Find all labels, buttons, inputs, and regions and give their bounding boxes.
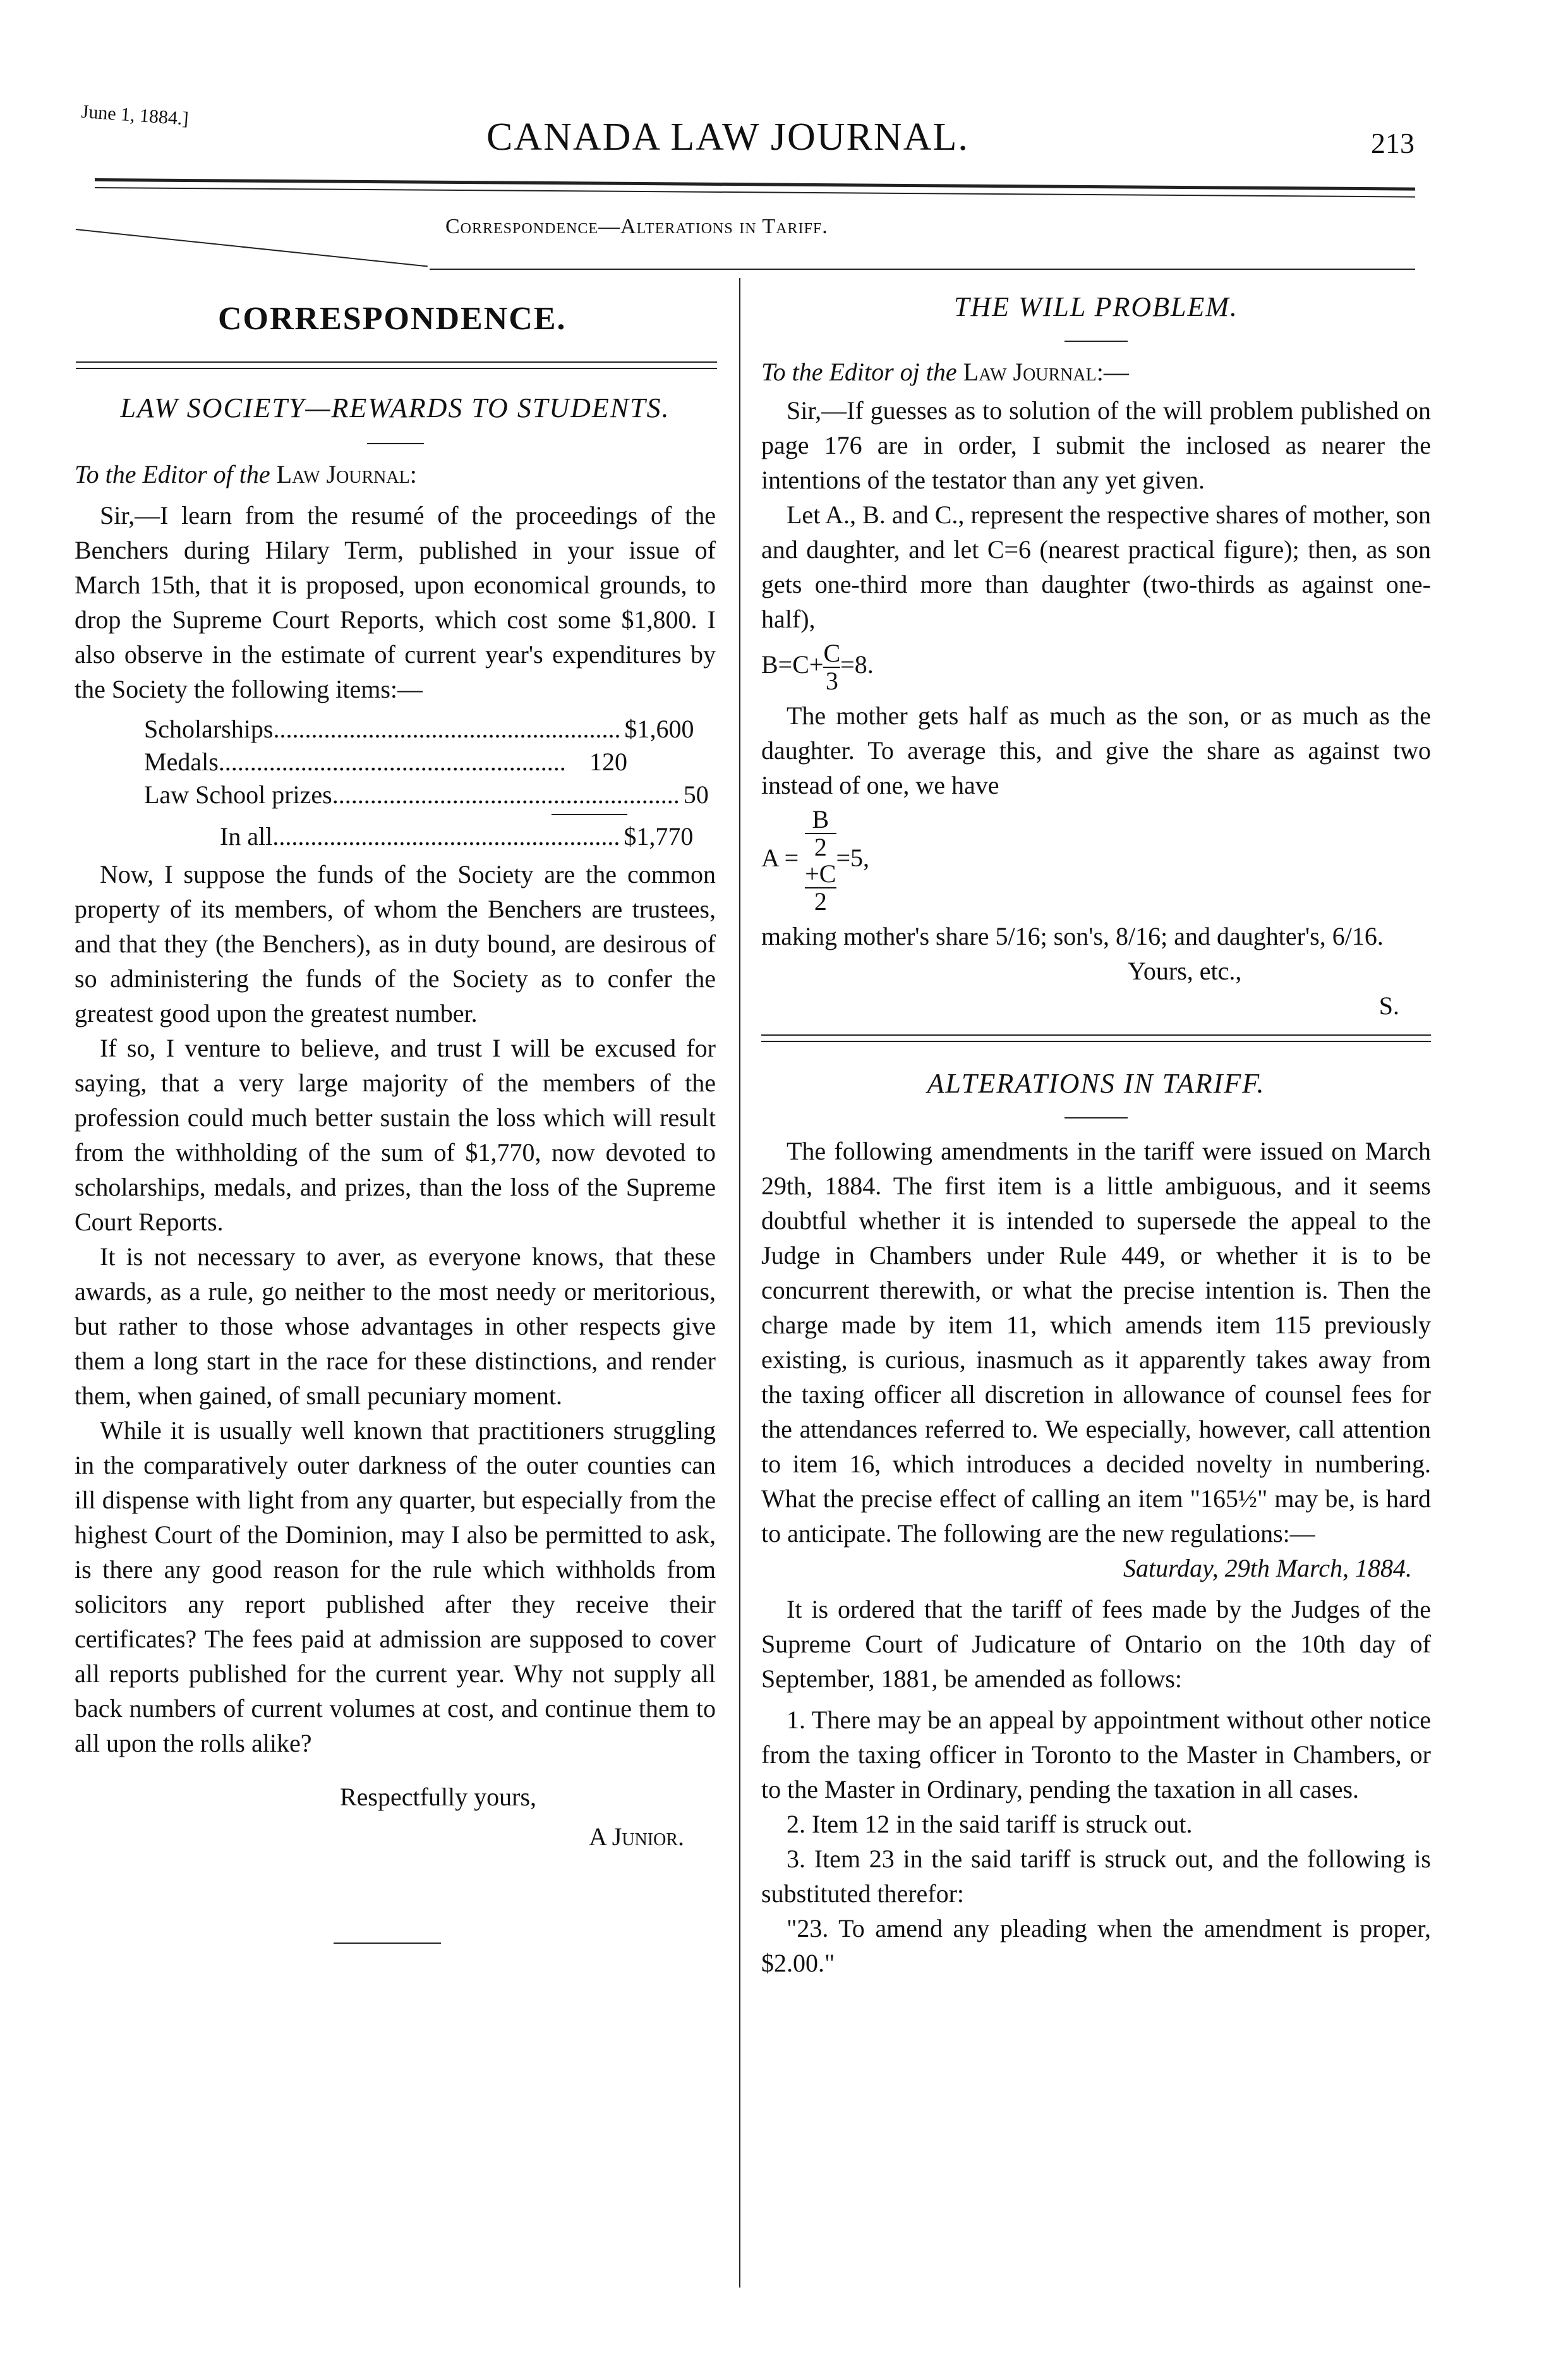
eq1-left: B=C+ (761, 650, 824, 679)
article-title: LAW SOCIETY—REWARDS TO STUDENTS. (120, 392, 670, 423)
left-paragraph-4: It is not necessary to aver, as everyone knows, that these awards, as a rule, go neither to the most needy or meritorious, but rather to those whose advantages in other respects give them a long start in the race for these distinctions, and render them, when gained, of small pecuniary moment. (75, 1242, 716, 1410)
eq1-fraction (823, 640, 840, 694)
correspondence-rule-1 (76, 361, 717, 363)
eq2-right: =5, (836, 844, 870, 873)
tariff-item-2: 2. Item 12 in the said tariff is struck out. (787, 1810, 1193, 1838)
expenditure-amount: 120 (589, 748, 627, 776)
tariff-paragraph-1: The following amendments in the tariff were issued on March 29th, 1884. The first item is a little ambiguous, and it seems doubtful whether it is intended to supersede the appeal to the Judge in Chambers under Rule 449, or whether it is to be concurrent therewith, or what the precise intention is. Then the charge made by item 11, which amends item 115 previously existing, is curious, inasmuch as it apparently takes away from the taxing officer all discretion in allowance of counsel fees for the attendances referred to. We especially, however, call attention to item 16, which introduces a decided novelty in numbering. What the precise effect of calling an item "165½" may be, is hard to anticipate. The following are the new regulations:— (761, 1137, 1431, 1548)
salutation-journal: Law Journal: (276, 460, 417, 488)
will-paragraph-1: Sir,—If guesses as to solution of the will problem published on page 176 are in order, I submit the inclosed as nearer the intentions of the testator than any yet given. (761, 396, 1431, 494)
correspondence-heading: CORRESPONDENCE. (218, 301, 567, 337)
article-title-rule (367, 443, 424, 444)
expenditure-item: Scholarships ....................................................... $1,600 (144, 713, 627, 746)
eq1-numerator: C (823, 639, 841, 667)
tariff-item-3: 3. Item 23 in the said tariff is struck out, and the following is substituted therefor: (761, 1845, 1431, 1908)
eq1-right: =8. (840, 650, 874, 679)
expenditure-list (144, 713, 709, 853)
eq2-inner-den: 2 (814, 833, 827, 861)
eq2-denominator: 2 (814, 887, 827, 916)
header-date: June 1, 1884.] (80, 101, 190, 130)
end-rule (334, 1943, 441, 1944)
eq2-fraction (805, 806, 836, 915)
eq2-plus: +C (805, 859, 836, 888)
will-salutation (761, 355, 1431, 389)
total-label: In all (220, 822, 273, 851)
will-paragraph-3: The mother gets half as much as the son, or as much as the daughter. To average this, and give the share as against two instead of one, we have (761, 701, 1431, 799)
page-number: 213 (1371, 127, 1414, 159)
equation-a (761, 806, 1431, 915)
expenditure-label: Law School prizes (144, 780, 332, 809)
correspondence-rule-2 (76, 368, 717, 369)
closing: Respectfully yours, (340, 1783, 537, 1811)
subheading-rule-right (430, 269, 1415, 270)
left-paragraph-3: If so, I venture to believe, and trust I will be excused for saying, that a very large majority of the members of the profession could much better sustain the loss which will result from the withholding of the sum of $1,770, now devoted to scholarships, medals, and prizes, than the loss of the Supreme Court Reports. (75, 1034, 716, 1236)
equation-b (761, 640, 1431, 694)
left-paragraph-5: While it is usually well known that practitioners struggling in the comparatively outer darkness of the outer counties can ill dispense with light from any quarter, but especially from the highest Court of the Dominion, may I also be permitted to ask, is there any good reason for the rule which withholds from solicitors any report published after they receive their certificates? The fees paid at admission are supposed to cover all reports published for the current year. Why not supply all back numbers of current volumes at cost, and continue them to all upon the rolls alike? (75, 1416, 716, 1757)
will-problem-title: THE WILL PROBLEM. (954, 291, 1238, 322)
expenditure-item: Medals ....................................................... 120 (144, 746, 627, 779)
will-signature: S. (1378, 991, 1399, 1020)
tariff-item-1: 1. There may be an appeal by appointment without other notice from the taxing officer in Toronto to the Master in Chambers, or to the Master in Ordinary, pending the taxation in all cases. (761, 1706, 1431, 1803)
expenditure-label: Scholarships (144, 715, 274, 743)
section-rule-1 (761, 1034, 1431, 1036)
will-salutation-prefix: To the Editor oj the (761, 358, 957, 386)
eq2-left: A = (761, 844, 799, 873)
will-paragraph-4: making mother's share 5/16; son's, 8/16; and daughter's, 6/16. (761, 922, 1384, 950)
eq2-inner-fraction (805, 806, 836, 861)
will-title-rule (1064, 341, 1128, 342)
total-amount: $1,770 (624, 822, 694, 851)
total-rule (552, 814, 627, 815)
tariff-item-3-quote: "23. To amend any pleading when the amendment is proper, $2.00." (761, 1914, 1431, 1977)
section-rule-2 (761, 1041, 1431, 1042)
column-divider (739, 278, 740, 2288)
expenditure-label: Medals (144, 748, 219, 776)
signature: A Junior. (589, 1822, 684, 1851)
left-column (75, 379, 716, 1944)
eq2-numerator (805, 806, 836, 888)
expenditure-total: In all ....................................................... $1,770 (144, 820, 627, 853)
subheading-rule (76, 229, 428, 267)
tariff-title-rule (1064, 1117, 1128, 1118)
will-salutation-journal: Law Journal:— (963, 358, 1129, 386)
tariff-paragraph-2: It is ordered that the tariff of fees made by the Judges of the Supreme Court of Judicature of Ontario on the 10th day of September, 1881, be amended as follows: (761, 1595, 1431, 1693)
left-paragraph-1: Sir,—I learn from the resumé of the proceedings of the Benchers during Hilary Term, published in your issue of March 15th, that it is proposed, upon economical grounds, to drop the Supreme Court Reports, which cost some $1,800. I also observe in the estimate of current year's expenditures by the Society the following items:— (75, 501, 716, 703)
expenditure-amount: $1,600 (624, 715, 694, 743)
expenditure-amount: 50 (683, 780, 709, 809)
will-closing: Yours, etc., (1128, 957, 1242, 985)
will-paragraph-2: Let A., B. and C., represent the respective shares of mother, son and daughter, and let C=6 (nearest practical figure); then, as son gets one-third more than daughter (two-thirds as against one-half), (761, 500, 1431, 633)
running-subheading: Correspondence—Alterations in Tariff. (445, 215, 828, 238)
journal-title: CANADA LAW JOURNAL. (486, 116, 969, 159)
salutation-prefix: To the Editor of the (75, 460, 270, 488)
tariff-title: ALTERATIONS IN TARIFF. (927, 1068, 1265, 1099)
left-paragraph-2: Now, I suppose the funds of the Society are the common property of its members, of whom the Benchers are trustees, and that they (the Benchers), as in duty bound, are desirous of so administering the funds of the Society as to confer the greatest good upon the greatest number. (75, 860, 716, 1027)
eq2-inner-num: B (805, 806, 836, 834)
eq1-denominator: 3 (825, 667, 838, 695)
right-column (761, 291, 1431, 1980)
expenditure-item: Law School prizes ....................................................... 50 (144, 779, 627, 811)
salutation (75, 457, 716, 492)
tariff-date: Saturday, 29th March, 1884. (1123, 1554, 1412, 1582)
